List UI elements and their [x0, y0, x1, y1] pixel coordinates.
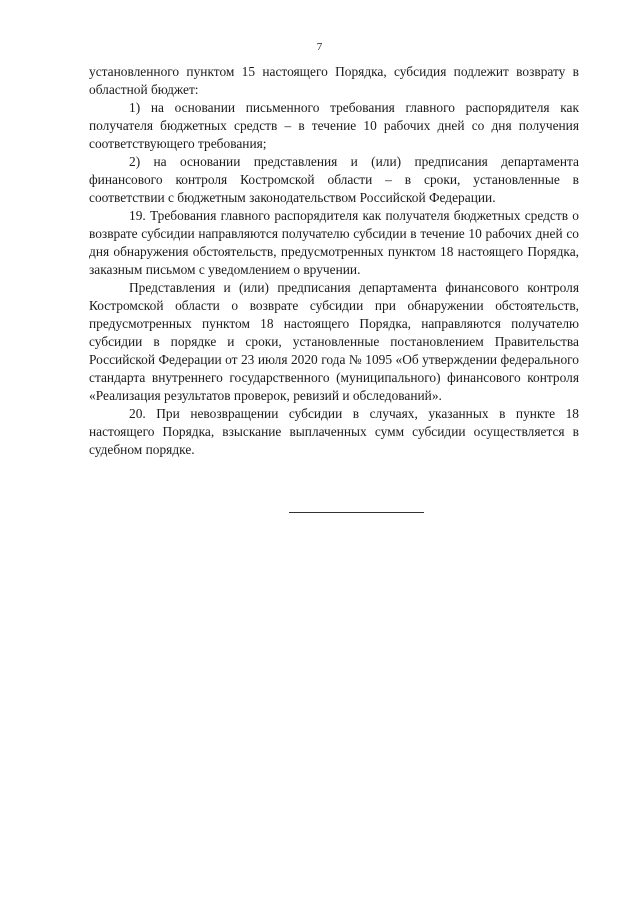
paragraph-clause-19: 19. Требования главного распорядителя как получателя бюджетных средств о возврате субсидии направляются получателю субсидии в течение 10 рабочих дней со дня обнаружения обстоятельств, предусмотренных пунктом 18 настоящего Порядка, заказным письмом с уведомлением о вручении.	[89, 208, 579, 277]
paragraph-item-1: 1) на основании письменного требования главного распорядителя как получателя бюджетных средств – в течение 10 рабочих дней со дня получения соответствующего требования;	[89, 100, 579, 151]
document-body	[89, 63, 579, 459]
page-number: 7	[316, 41, 323, 53]
end-separator-line	[289, 512, 424, 513]
paragraph-clause-20: 20. При невозвращении субсидии в случаях, указанных в пункте 18 настоящего Порядка, взыскание выплаченных сумм субсидии осуществляется в судебном порядке.	[89, 406, 579, 457]
paragraph-continuation: установленного пунктом 15 настоящего Порядка, субсидия подлежит возврату в областной бюджет:	[89, 64, 579, 97]
paragraph-representations: Представления и (или) предписания департамента финансового контроля Костромской области о возврате субсидии при обнаружении обстоятельств, предусмотренных пунктом 18 настоящего Порядка, направляются получателю субсидии в порядке и сроки, установленные постановлением Правительства Российской Федерации от 23 июля 2020 года № 1095 «Об утверждении федерального стандарта внутреннего государственного (муниципального) финансового контроля «Реализация результатов проверок, ревизий и обследований».	[89, 280, 579, 403]
paragraph-item-2: 2) на основании представления и (или) предписания департамента финансового контроля Костромской области – в сроки, установленные в соответствии с бюджетным законодательством Российской Федерации.	[89, 154, 579, 205]
